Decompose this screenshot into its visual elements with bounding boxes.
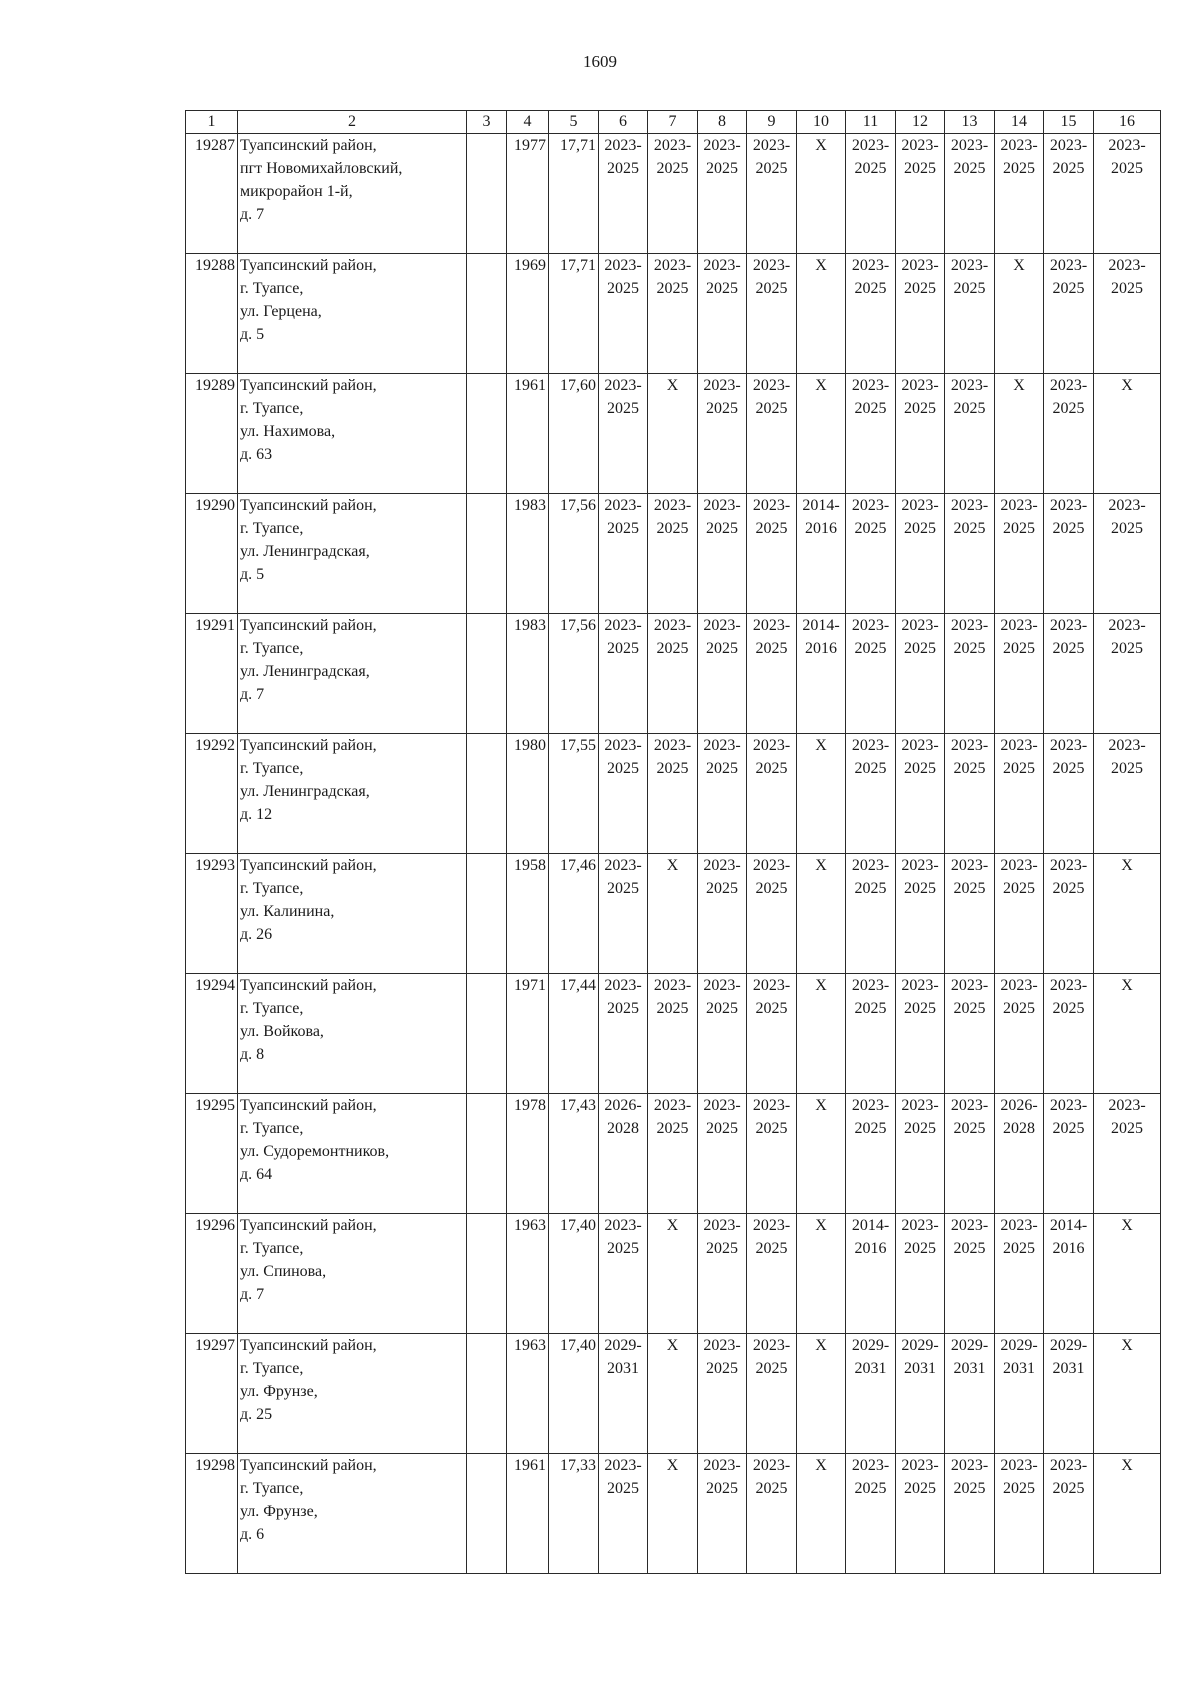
period-cell: 2023- 2025 <box>846 134 896 254</box>
address-line: д. 25 <box>240 1406 273 1423</box>
address-cell <box>238 974 467 1094</box>
address-line: г. Туапсе, <box>240 760 304 777</box>
period-cell: 2023- 2025 <box>648 614 698 734</box>
page-number: 1609 <box>583 52 617 71</box>
col-header: 8 <box>698 111 747 134</box>
period-cell: 2023- 2025 <box>747 134 797 254</box>
period-cell: X <box>1094 1454 1161 1574</box>
period-cell: X <box>1094 854 1161 974</box>
period-cell: 2023- 2025 <box>1094 1094 1161 1214</box>
period-cell: 2023- 2025 <box>896 614 945 734</box>
period-cell: 2023- 2025 <box>1044 254 1094 374</box>
period-cell: 2023- 2025 <box>846 254 896 374</box>
table-row <box>186 854 1161 974</box>
period-cell: 2023- 2025 <box>896 1454 945 1574</box>
period-cell: 2023- 2025 <box>945 374 995 494</box>
address-line: Туапсинский район, <box>240 257 377 274</box>
col-header: 15 <box>1044 111 1094 134</box>
record-number: 19298 <box>186 1454 238 1574</box>
record-number: 19297 <box>186 1334 238 1454</box>
period-cell: X <box>797 254 846 374</box>
table-row <box>186 1214 1161 1334</box>
address-cell <box>238 494 467 614</box>
address-line: Туапсинский район, <box>240 497 377 514</box>
period-cell: 2023- 2025 <box>945 1214 995 1334</box>
period-cell: 2023- 2025 <box>599 374 648 494</box>
period-cell: 2023- 2025 <box>896 254 945 374</box>
period-cell: 2023- 2025 <box>896 134 945 254</box>
period-cell: 2023- 2025 <box>698 494 747 614</box>
value-cell: 17,60 <box>549 374 599 494</box>
period-cell: 2023- 2025 <box>747 974 797 1094</box>
value-cell: 17,40 <box>549 1334 599 1454</box>
period-cell: 2023- 2025 <box>995 1454 1044 1574</box>
record-number: 19292 <box>186 734 238 854</box>
address-line: д. 6 <box>240 1526 265 1543</box>
value-cell: 17,46 <box>549 854 599 974</box>
address-line: д. 12 <box>240 806 273 823</box>
period-cell: 2023- 2025 <box>648 254 698 374</box>
period-cell: 2014- 2016 <box>797 494 846 614</box>
period-cell: 2029- 2031 <box>1044 1334 1094 1454</box>
period-cell: 2023- 2025 <box>945 1094 995 1214</box>
period-cell: 2023- 2025 <box>747 1214 797 1334</box>
period-cell: 2023- 2025 <box>747 854 797 974</box>
table-row <box>186 974 1161 1094</box>
period-cell: X <box>797 134 846 254</box>
period-cell: 2014- 2016 <box>1044 1214 1094 1334</box>
period-cell: 2023- 2025 <box>698 254 747 374</box>
period-cell: 2023- 2025 <box>945 974 995 1094</box>
period-cell: 2023- 2025 <box>846 1454 896 1574</box>
period-cell: 2029- 2031 <box>995 1334 1044 1454</box>
col-header: 7 <box>648 111 698 134</box>
period-cell: 2023- 2025 <box>648 494 698 614</box>
period-cell: X <box>1094 1334 1161 1454</box>
period-cell: 2023- 2025 <box>995 494 1044 614</box>
period-cell: 2023- 2025 <box>846 734 896 854</box>
table-row <box>186 494 1161 614</box>
period-cell: 2023- 2025 <box>945 614 995 734</box>
period-cell: 2023- 2025 <box>1094 494 1161 614</box>
registry-body <box>186 134 1161 1574</box>
col-header: 11 <box>846 111 896 134</box>
period-cell: 2023- 2025 <box>995 974 1044 1094</box>
address-line: ул. Судоремонтников, <box>240 1143 390 1160</box>
empty-cell <box>467 1454 507 1574</box>
year-built: 1971 <box>507 974 549 1094</box>
period-cell: 2023- 2025 <box>698 974 747 1094</box>
address-line: г. Туапсе, <box>240 640 304 657</box>
period-cell: 2023- 2025 <box>698 734 747 854</box>
period-cell: 2023- 2025 <box>599 134 648 254</box>
address-line: Туапсинский район, <box>240 857 377 874</box>
address-line: д. 64 <box>240 1166 273 1183</box>
col-header: 2 <box>238 111 467 134</box>
period-cell: X <box>797 1334 846 1454</box>
address-line: ул. Ленинградская, <box>240 543 370 560</box>
year-built: 1958 <box>507 854 549 974</box>
period-cell: 2023- 2025 <box>599 734 648 854</box>
period-cell: X <box>1094 374 1161 494</box>
year-built: 1963 <box>507 1334 549 1454</box>
address-line: г. Туапсе, <box>240 1000 304 1017</box>
value-cell: 17,56 <box>549 614 599 734</box>
record-number: 19295 <box>186 1094 238 1214</box>
period-cell: 2023- 2025 <box>896 854 945 974</box>
period-cell: 2023- 2025 <box>846 494 896 614</box>
col-header: 10 <box>797 111 846 134</box>
period-cell: 2023- 2025 <box>846 374 896 494</box>
address-line: г. Туапсе, <box>240 1240 304 1257</box>
address-line: д. 63 <box>240 446 273 463</box>
year-built: 1961 <box>507 374 549 494</box>
address-line: г. Туапсе, <box>240 1480 304 1497</box>
address-line: Туапсинский район, <box>240 1097 377 1114</box>
address-line: д. 26 <box>240 926 273 943</box>
address-line: ул. Ленинградская, <box>240 663 370 680</box>
record-number: 19287 <box>186 134 238 254</box>
period-cell: 2023- 2025 <box>995 134 1044 254</box>
value-cell: 17,43 <box>549 1094 599 1214</box>
address-line: Туапсинский район, <box>240 137 377 154</box>
period-cell: X <box>1094 974 1161 1094</box>
period-cell: 2023- 2025 <box>1044 1454 1094 1574</box>
period-cell: X <box>995 254 1044 374</box>
col-header: 12 <box>896 111 945 134</box>
period-cell: 2023- 2025 <box>1094 614 1161 734</box>
period-cell: 2023- 2025 <box>896 974 945 1094</box>
address-cell <box>238 374 467 494</box>
col-header: 3 <box>467 111 507 134</box>
address-line: г. Туапсе, <box>240 1360 304 1377</box>
period-cell: X <box>648 1334 698 1454</box>
year-built: 1980 <box>507 734 549 854</box>
period-cell: 2023- 2025 <box>945 734 995 854</box>
period-cell: 2023- 2025 <box>945 134 995 254</box>
table-row <box>186 1454 1161 1574</box>
period-cell: 2023- 2025 <box>945 854 995 974</box>
period-cell: 2026- 2028 <box>995 1094 1044 1214</box>
address-cell <box>238 254 467 374</box>
col-header: 14 <box>995 111 1044 134</box>
period-cell: 2023- 2025 <box>698 1334 747 1454</box>
empty-cell <box>467 134 507 254</box>
period-cell: 2014- 2016 <box>846 1214 896 1334</box>
registry-table <box>185 110 1161 1574</box>
period-cell: X <box>648 1214 698 1334</box>
address-cell <box>238 854 467 974</box>
table-row <box>186 734 1161 854</box>
value-cell: 17,55 <box>549 734 599 854</box>
period-cell: 2026- 2028 <box>599 1094 648 1214</box>
col-header: 4 <box>507 111 549 134</box>
record-number: 19296 <box>186 1214 238 1334</box>
empty-cell <box>467 734 507 854</box>
address-line: Туапсинский район, <box>240 377 377 394</box>
period-cell: 2023- 2025 <box>648 1094 698 1214</box>
period-cell: 2023- 2025 <box>1044 374 1094 494</box>
table-row <box>186 254 1161 374</box>
address-line: д. 7 <box>240 1286 265 1303</box>
period-cell: 2023- 2025 <box>747 1454 797 1574</box>
period-cell: 2023- 2025 <box>747 254 797 374</box>
header-row <box>186 111 1161 134</box>
record-number: 19288 <box>186 254 238 374</box>
address-line: Туапсинский район, <box>240 977 377 994</box>
col-header: 9 <box>747 111 797 134</box>
period-cell: 2023- 2025 <box>698 1214 747 1334</box>
value-cell: 17,33 <box>549 1454 599 1574</box>
address-line: д. 5 <box>240 566 265 583</box>
col-header: 16 <box>1094 111 1161 134</box>
table-row <box>186 614 1161 734</box>
address-cell <box>238 734 467 854</box>
period-cell: 2023- 2025 <box>747 614 797 734</box>
period-cell: 2023- 2025 <box>896 1094 945 1214</box>
address-cell <box>238 1454 467 1574</box>
period-cell: X <box>797 734 846 854</box>
period-cell: 2023- 2025 <box>599 1454 648 1574</box>
period-cell: 2023- 2025 <box>747 374 797 494</box>
col-header: 1 <box>186 111 238 134</box>
period-cell: 2023- 2025 <box>896 734 945 854</box>
address-line: г. Туапсе, <box>240 280 304 297</box>
period-cell: 2023- 2025 <box>648 134 698 254</box>
empty-cell <box>467 854 507 974</box>
period-cell: X <box>648 374 698 494</box>
year-built: 1983 <box>507 494 549 614</box>
period-cell: 2023- 2025 <box>1094 134 1161 254</box>
record-number: 19293 <box>186 854 238 974</box>
address-line: д. 7 <box>240 686 265 703</box>
period-cell: 2023- 2025 <box>1044 134 1094 254</box>
period-cell: 2023- 2025 <box>1044 1094 1094 1214</box>
period-cell: 2023- 2025 <box>698 1094 747 1214</box>
col-header: 13 <box>945 111 995 134</box>
period-cell: 2023- 2025 <box>747 1334 797 1454</box>
period-cell: 2023- 2025 <box>747 1094 797 1214</box>
period-cell: X <box>797 1454 846 1574</box>
address-line: ул. Спинова, <box>240 1263 327 1280</box>
table-row <box>186 1094 1161 1214</box>
period-cell: 2023- 2025 <box>698 374 747 494</box>
empty-cell <box>467 374 507 494</box>
period-cell: 2023- 2025 <box>1094 254 1161 374</box>
period-cell: 2023- 2025 <box>599 1214 648 1334</box>
period-cell: 2023- 2025 <box>995 614 1044 734</box>
period-cell: X <box>797 374 846 494</box>
period-cell: 2029- 2031 <box>599 1334 648 1454</box>
address-cell <box>238 134 467 254</box>
empty-cell <box>467 254 507 374</box>
address-line: Туапсинский район, <box>240 1337 377 1354</box>
value-cell: 17,44 <box>549 974 599 1094</box>
period-cell: 2023- 2025 <box>1044 734 1094 854</box>
period-cell: X <box>648 854 698 974</box>
period-cell: 2023- 2025 <box>698 614 747 734</box>
value-cell: 17,40 <box>549 1214 599 1334</box>
period-cell: 2023- 2025 <box>896 494 945 614</box>
address-line: ул. Фрунзе, <box>240 1383 318 1400</box>
year-built: 1983 <box>507 614 549 734</box>
table-row <box>186 1334 1161 1454</box>
address-line: г. Туапсе, <box>240 400 304 417</box>
address-line: ул. Калинина, <box>240 903 335 920</box>
year-built: 1977 <box>507 134 549 254</box>
period-cell: 2023- 2025 <box>747 734 797 854</box>
record-number: 19290 <box>186 494 238 614</box>
period-cell: 2023- 2025 <box>896 374 945 494</box>
value-cell: 17,71 <box>549 254 599 374</box>
empty-cell <box>467 1214 507 1334</box>
period-cell: 2023- 2025 <box>846 1094 896 1214</box>
address-line: г. Туапсе, <box>240 1120 304 1137</box>
address-cell <box>238 1334 467 1454</box>
address-line: ул. Нахимова, <box>240 423 336 440</box>
period-cell: 2023- 2025 <box>1044 494 1094 614</box>
period-cell: 2029- 2031 <box>945 1334 995 1454</box>
period-cell: 2023- 2025 <box>698 854 747 974</box>
period-cell: 2023- 2025 <box>1044 614 1094 734</box>
period-cell: X <box>995 374 1044 494</box>
table-row <box>186 134 1161 254</box>
period-cell: 2023- 2025 <box>1094 734 1161 854</box>
period-cell: 2023- 2025 <box>945 1454 995 1574</box>
period-cell: X <box>797 1094 846 1214</box>
period-cell: 2023- 2025 <box>648 734 698 854</box>
address-cell <box>238 614 467 734</box>
period-cell: 2023- 2025 <box>698 1454 747 1574</box>
period-cell: X <box>797 974 846 1094</box>
period-cell: 2023- 2025 <box>995 854 1044 974</box>
address-line: Туапсинский район, <box>240 617 377 634</box>
empty-cell <box>467 614 507 734</box>
address-cell <box>238 1214 467 1334</box>
col-header: 5 <box>549 111 599 134</box>
address-line: ул. Фрунзе, <box>240 1503 318 1520</box>
period-cell: 2023- 2025 <box>896 1214 945 1334</box>
period-cell: 2023- 2025 <box>995 734 1044 854</box>
address-line: д. 5 <box>240 326 265 343</box>
col-header: 6 <box>599 111 648 134</box>
table-row <box>186 374 1161 494</box>
period-cell: 2023- 2025 <box>599 494 648 614</box>
address-line: Туапсинский район, <box>240 1217 377 1234</box>
period-cell: 2023- 2025 <box>846 854 896 974</box>
period-cell: 2023- 2025 <box>747 494 797 614</box>
address-line: пгт Новомихайловский, <box>240 160 403 177</box>
year-built: 1963 <box>507 1214 549 1334</box>
period-cell: 2023- 2025 <box>1044 854 1094 974</box>
period-cell: 2023- 2025 <box>846 614 896 734</box>
address-line: г. Туапсе, <box>240 520 304 537</box>
period-cell: 2023- 2025 <box>599 254 648 374</box>
period-cell: 2014- 2016 <box>797 614 846 734</box>
record-number: 19294 <box>186 974 238 1094</box>
period-cell: X <box>797 1214 846 1334</box>
period-cell: 2023- 2025 <box>1044 974 1094 1094</box>
period-cell: 2023- 2025 <box>846 974 896 1094</box>
period-cell: 2023- 2025 <box>945 494 995 614</box>
period-cell: X <box>1094 1214 1161 1334</box>
record-number: 19291 <box>186 614 238 734</box>
period-cell: 2023- 2025 <box>648 974 698 1094</box>
empty-cell <box>467 1334 507 1454</box>
address-line: д. 8 <box>240 1046 265 1063</box>
value-cell: 17,56 <box>549 494 599 614</box>
empty-cell <box>467 494 507 614</box>
period-cell: 2023- 2025 <box>599 974 648 1094</box>
address-line: г. Туапсе, <box>240 880 304 897</box>
period-cell: 2023- 2025 <box>599 854 648 974</box>
period-cell: 2023- 2025 <box>945 254 995 374</box>
period-cell: 2029- 2031 <box>896 1334 945 1454</box>
period-cell: X <box>797 854 846 974</box>
address-cell <box>238 1094 467 1214</box>
year-built: 1978 <box>507 1094 549 1214</box>
address-line: Туапсинский район, <box>240 1457 377 1474</box>
period-cell: 2029- 2031 <box>846 1334 896 1454</box>
record-number: 19289 <box>186 374 238 494</box>
address-line: микрорайон 1-й, <box>240 183 353 200</box>
value-cell: 17,71 <box>549 134 599 254</box>
period-cell: 2023- 2025 <box>698 134 747 254</box>
address-line: д. 7 <box>240 206 265 223</box>
empty-cell <box>467 974 507 1094</box>
year-built: 1969 <box>507 254 549 374</box>
period-cell: X <box>648 1454 698 1574</box>
address-line: ул. Войкова, <box>240 1023 324 1040</box>
period-cell: 2023- 2025 <box>995 1214 1044 1334</box>
address-line: ул. Ленинградская, <box>240 783 370 800</box>
address-line: Туапсинский район, <box>240 737 377 754</box>
address-line: ул. Герцена, <box>240 303 322 320</box>
empty-cell <box>467 1094 507 1214</box>
year-built: 1961 <box>507 1454 549 1574</box>
period-cell: 2023- 2025 <box>599 614 648 734</box>
